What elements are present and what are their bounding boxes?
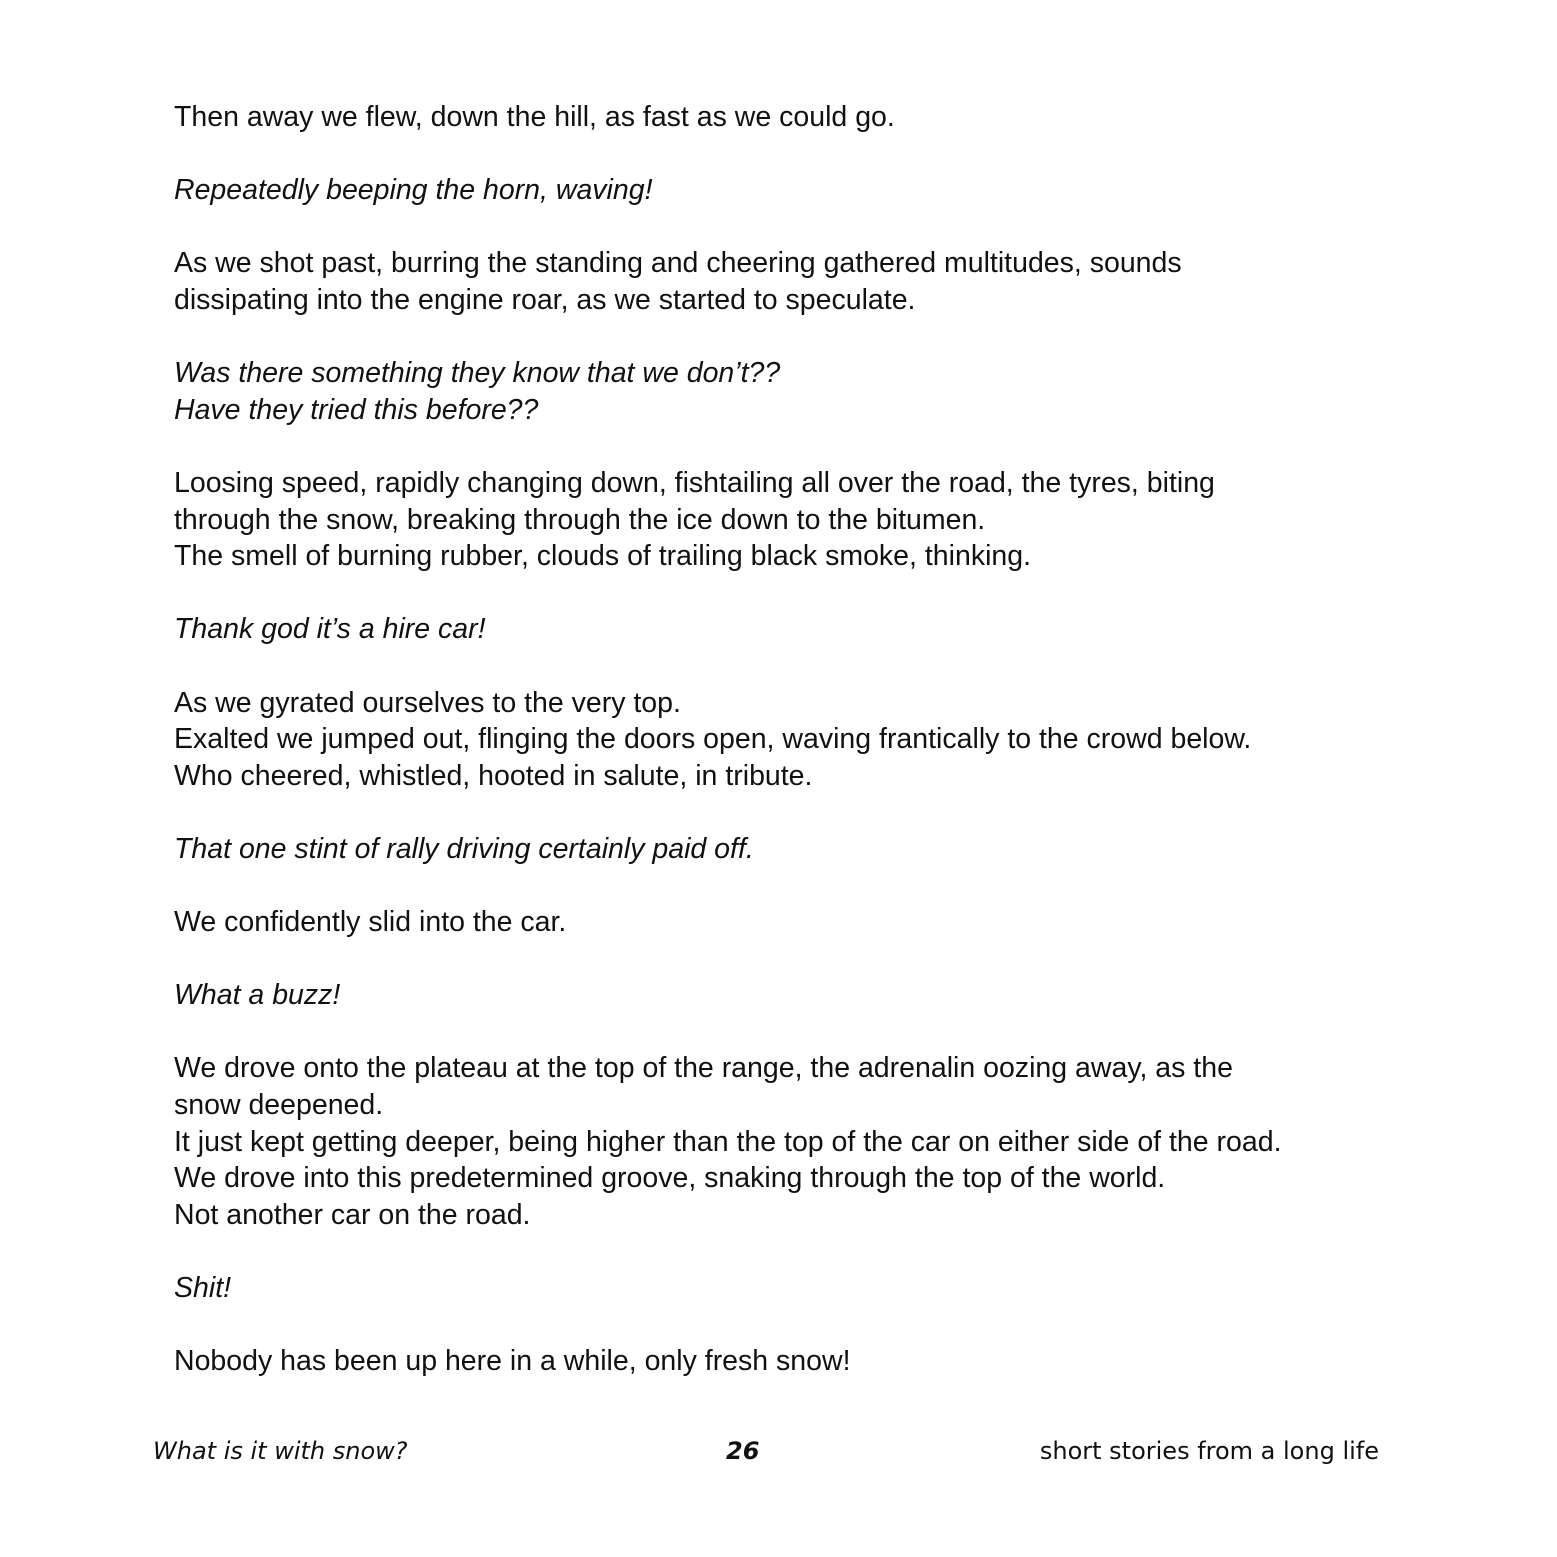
text-line: Then away we flew, down the hill, as fast as we could go. — [174, 101, 895, 133]
text-line: dissipating into the engine roar, as we started to speculate. — [174, 283, 916, 316]
text-line: That one stint of rally driving certainly paid off. — [174, 832, 754, 865]
paragraph — [174, 245, 1394, 318]
italic-paragraph — [174, 355, 1394, 428]
italic-paragraph — [174, 611, 1394, 648]
paragraph — [174, 685, 1394, 795]
text-line: through the snow, breaking through the ice down to the bitumen. — [174, 503, 986, 536]
text-line: snow deepened. — [174, 1089, 384, 1122]
paragraph — [174, 1050, 1394, 1233]
footer-page-number: 26 — [726, 1437, 760, 1465]
text-line: As we gyrated ourselves to the very top. — [174, 686, 681, 719]
text-line: We drove onto the plateau at the top of the range, the adrenalin oozing away, as the — [174, 1052, 1233, 1085]
paragraph — [174, 99, 1394, 136]
text-line: Have they tried this before?? — [174, 393, 539, 426]
text-line: Who cheered, whistled, hooted in salute, in tribute. — [174, 759, 813, 792]
text-line: What a buzz! — [174, 979, 341, 1012]
paragraph — [174, 1343, 1394, 1380]
text-line: Nobody has been up here in a while, only fresh snow! — [174, 1345, 851, 1378]
text-line: Shit! — [174, 1272, 232, 1304]
text-line: Loosing speed, rapidly changing down, fishtailing all over the road, the tyres, biting — [174, 466, 1215, 499]
footer-book-title: short stories from a long life — [1039, 1437, 1379, 1465]
text-line: Thank god it’s a hire car! — [174, 613, 486, 646]
page-footer — [0, 1434, 1557, 1474]
text-line: Was there something they know that we don’t?? — [174, 357, 781, 390]
text-line: Not another car on the road. — [174, 1198, 531, 1231]
text-line: Repeatedly beeping the horn, waving! — [174, 174, 653, 207]
italic-paragraph — [174, 977, 1394, 1014]
footer-story-title: What is it with snow? — [153, 1437, 408, 1465]
paragraph — [174, 465, 1394, 575]
paragraph — [174, 904, 1394, 941]
italic-paragraph — [174, 831, 1394, 868]
italic-paragraph — [174, 1270, 1394, 1307]
text-line: It just kept getting deeper, being higher than the top of the car on either side of the road. — [174, 1125, 1282, 1158]
story-body — [174, 99, 1394, 1416]
italic-paragraph — [174, 172, 1394, 209]
text-line: Exalted we jumped out, flinging the doors open, waving frantically to the crowd below. — [174, 723, 1252, 756]
text-line: We drove into this predetermined groove, snaking through the top of the world. — [174, 1162, 1166, 1195]
text-line: The smell of burning rubber, clouds of trailing black smoke, thinking. — [174, 540, 1032, 573]
text-line: As we shot past, burring the standing and cheering gathered multitudes, sounds — [174, 247, 1182, 280]
text-line: We confidently slid into the car. — [174, 906, 567, 939]
